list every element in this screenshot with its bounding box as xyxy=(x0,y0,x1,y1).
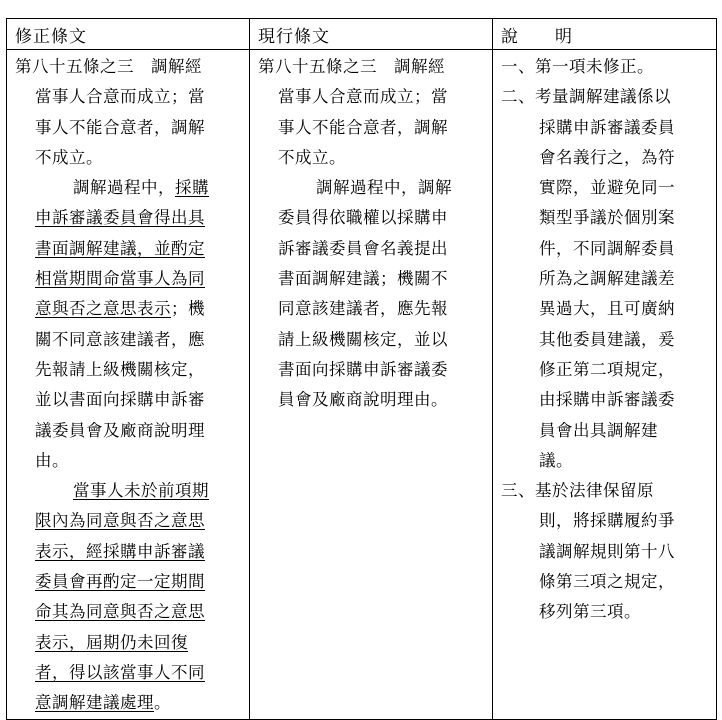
revised-underlined-text: 表示，經採購申訴審議 xyxy=(35,541,205,561)
revised-text-segment: 議委員會及廠商說明理 xyxy=(35,420,205,440)
current-text-segment: 書面調解建議；機關不 xyxy=(278,269,448,289)
explanation-line: 會名義行之，為符 xyxy=(539,147,675,167)
current-line xyxy=(258,355,488,385)
explanation-line: 異過大，且可廣納 xyxy=(539,299,675,319)
explanation-text xyxy=(493,50,716,628)
explanation-line: 議。 xyxy=(539,450,573,470)
explanation-line: 移列第三項。 xyxy=(539,602,641,622)
revised-underlined-text: 命其為同意與否之意思 xyxy=(35,602,205,622)
revised-line xyxy=(15,597,245,627)
explanation-cell xyxy=(493,50,717,720)
revised-text-segment: 第八十五條之三 調解經 xyxy=(15,57,202,76)
revised-line xyxy=(15,506,245,536)
revised-underlined-text: 採購 xyxy=(175,178,209,198)
revised-underlined-text: 申訴審議委員會得出具 xyxy=(35,208,205,228)
revised-underlined-text: 委員會再酌定一定期間 xyxy=(35,572,205,592)
revised-text-segment: 。 xyxy=(154,693,171,713)
revised-text-segment: 關不同意該建議者，應 xyxy=(35,329,205,349)
revised-line xyxy=(15,385,245,415)
current-text-segment: 訴審議委員會名義提出 xyxy=(278,238,448,258)
content-row xyxy=(7,50,717,720)
revised-text-segment: 事人不能合意者，調解 xyxy=(35,117,205,137)
revised-text-segment: ；機 xyxy=(171,299,205,319)
current-line xyxy=(258,385,488,415)
current-line xyxy=(258,113,488,143)
comparison-table xyxy=(6,18,717,720)
revised-line xyxy=(15,52,245,82)
revised-underlined-text: 表示，屆期仍未回復 xyxy=(35,632,188,652)
current-text-segment: 書面向採購申訴審議委 xyxy=(278,359,448,379)
revised-line xyxy=(15,355,245,385)
current-text xyxy=(250,50,492,416)
explanation-line: 採購申訴審議委員 xyxy=(539,117,675,137)
revised-underlined-text: 意與否之意思表示 xyxy=(35,299,171,319)
revised-line xyxy=(15,113,245,143)
explanation-line: 一、第一項未修正。 xyxy=(501,57,654,76)
revised-line xyxy=(15,173,245,203)
current-line xyxy=(258,325,488,355)
current-line xyxy=(258,143,488,173)
current-text-segment: 員會及廠商說明理由。 xyxy=(278,390,448,410)
header-explanation: 說 明 xyxy=(493,19,717,50)
revised-line xyxy=(15,446,245,476)
header-current: 現行條文 xyxy=(250,19,493,50)
revised-underlined-text: 當事人未於前項期 xyxy=(73,481,209,501)
revised-text-segment: 調解過程中， xyxy=(73,178,175,198)
header-revised: 修正條文 xyxy=(7,19,250,50)
current-line xyxy=(258,264,488,294)
explanation-line: 所為之調解建議差 xyxy=(539,269,675,289)
explanation-line: 條第三項之規定， xyxy=(539,572,675,592)
explanation-line: 三、基於法律保留原 xyxy=(501,481,654,501)
current-text-segment: 不成立。 xyxy=(278,147,346,167)
revised-text-segment: 當事人合意而成立；當 xyxy=(35,87,205,107)
current-text-segment: 調解過程中，調解 xyxy=(316,178,452,198)
revised-line xyxy=(15,264,245,294)
revised-text-segment: 由。 xyxy=(35,450,69,470)
revised-underlined-text: 限內為同意與否之意思 xyxy=(35,511,205,531)
current-text-segment: 請上級機關核定，並以 xyxy=(278,329,448,349)
current-line xyxy=(258,52,488,82)
header-row xyxy=(7,19,717,50)
revised-underlined-text: 意調解建議處理 xyxy=(35,693,154,713)
current-cell xyxy=(250,50,493,720)
current-text-segment: 事人不能合意者，調解 xyxy=(278,117,448,137)
explanation-line: 類型爭議於個別案 xyxy=(539,208,675,228)
explanation-line: 員會出具調解建 xyxy=(539,420,658,440)
revised-line xyxy=(15,203,245,233)
revised-line xyxy=(15,82,245,112)
revised-line xyxy=(15,567,245,597)
explanation-line: 則，將採購履約爭 xyxy=(539,511,675,531)
revised-line xyxy=(15,476,245,506)
explanation-line: 議調解規則第十八 xyxy=(539,541,675,561)
revised-line xyxy=(15,143,245,173)
revised-line xyxy=(15,325,245,355)
current-line xyxy=(258,82,488,112)
current-text-segment: 第八十五條之三 調解經 xyxy=(258,57,445,76)
current-line xyxy=(258,173,488,203)
current-line xyxy=(258,234,488,264)
current-line xyxy=(258,203,488,233)
current-text-segment: 當事人合意而成立；當 xyxy=(278,87,448,107)
explanation-line: 由採購申訴審議委 xyxy=(539,390,675,410)
explanation-line: 二、考量調解建議係以 xyxy=(501,87,671,107)
revised-text-segment: 並以書面向採購申訴審 xyxy=(35,390,205,410)
current-text-segment: 委員得依職權以採購申 xyxy=(278,208,448,228)
revised-line xyxy=(15,537,245,567)
current-text-segment: 同意該建議者，應先報 xyxy=(278,299,448,319)
explanation-line: 修正第二項規定， xyxy=(539,359,675,379)
revised-line xyxy=(15,628,245,658)
revised-line xyxy=(15,416,245,446)
revised-underlined-text: 相當期間命當事人為同 xyxy=(35,269,205,289)
explanation-line: 其他委員建議，爰 xyxy=(539,329,675,349)
revised-line xyxy=(15,688,245,718)
revised-text-segment: 不成立。 xyxy=(35,147,103,167)
revised-text-segment: 先報請上級機關核定， xyxy=(35,359,205,379)
revised-underlined-text: 者，得以該當事人不同 xyxy=(35,662,205,682)
current-line xyxy=(258,294,488,324)
revised-line xyxy=(15,234,245,264)
explanation-line: 件，不同調解委員 xyxy=(539,238,675,258)
revised-underlined-text: 書面調解建議，並酌定 xyxy=(35,238,205,258)
revised-cell xyxy=(7,50,250,720)
revised-line xyxy=(15,294,245,324)
revised-text xyxy=(7,50,249,719)
explanation-line: 實際，並避免同一 xyxy=(539,178,675,198)
